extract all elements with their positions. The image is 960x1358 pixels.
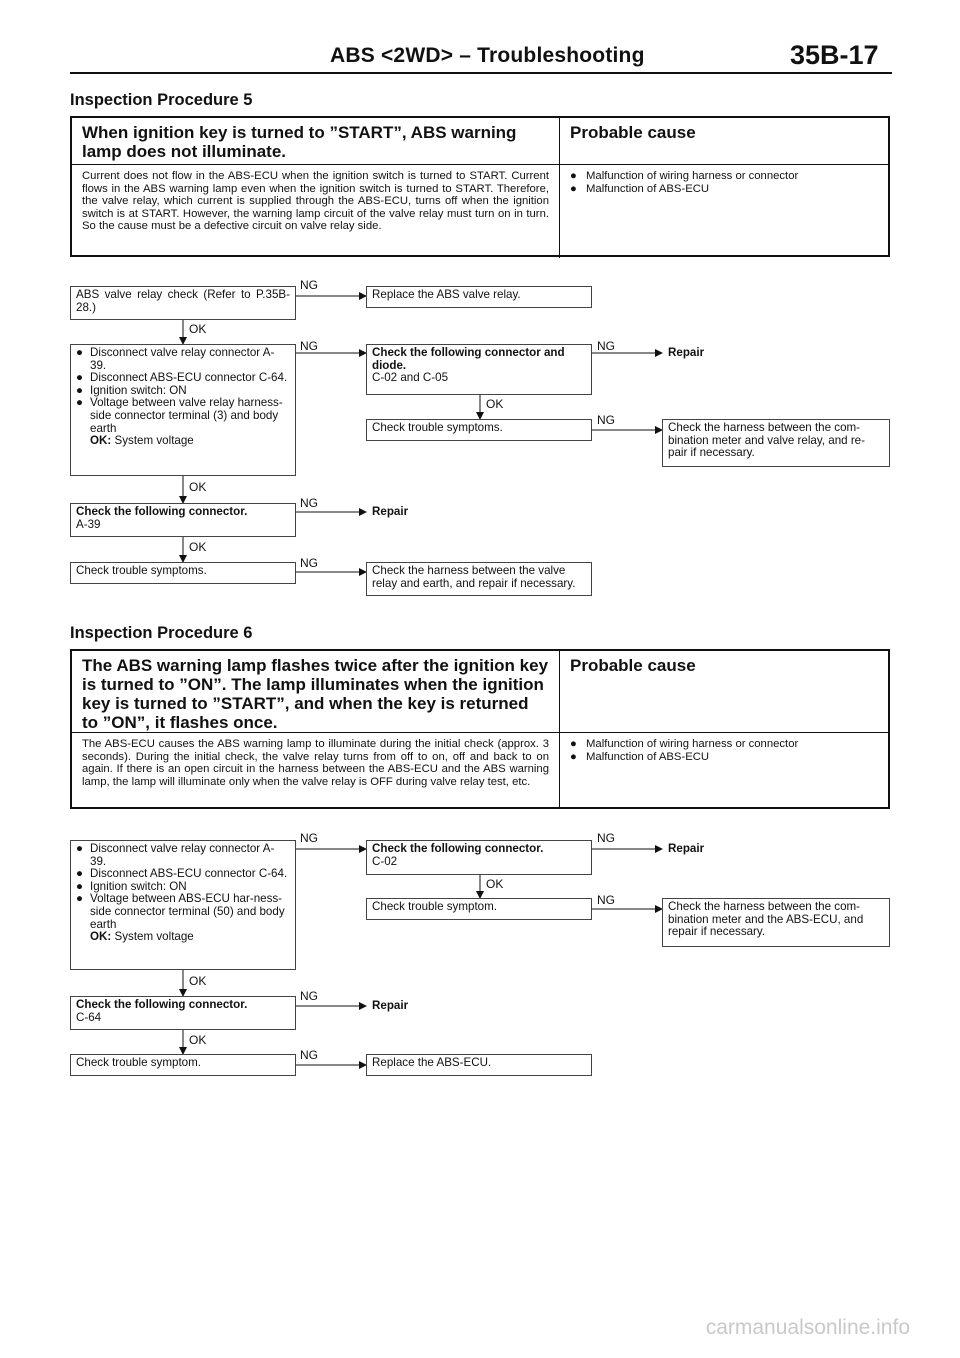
p5-step2-box bbox=[70, 344, 296, 476]
p5-step2-item: ● Ignition switch: ON bbox=[76, 383, 187, 397]
proc6-cause-header: Probable cause bbox=[570, 656, 696, 675]
page-number: 35B-17 bbox=[790, 40, 879, 70]
proc6-cause-item: ● Malfunction of wiring harness or connector bbox=[570, 738, 799, 750]
proc6-causes bbox=[560, 733, 888, 809]
p6-step2-ng: Repair bbox=[372, 999, 409, 1012]
p6-step1-ng-ok-ng-box: Check the harness between the com-bination meter and the ABS-ECU, and repair if necessary. bbox=[662, 898, 890, 947]
p6-ng-label: NG bbox=[597, 893, 615, 907]
p5-step2-ng-box: Check the following connector and diode. C-02 and C-05 bbox=[366, 344, 592, 395]
p5-step2-ng-ok-box: Check trouble symptoms. bbox=[366, 419, 592, 441]
p5-step2-ng-ok-ng-box: Check the harness between the com-bination meter and valve relay, and re-pair if necessary. bbox=[662, 419, 890, 467]
proc5-description: Current does not flow in the ABS-ECU when the ignition switch is turned to START. Current flows in the ABS warning lamp even when the ignition switch is turned to START. Therefore, the valve relay, which current is supplied through the ABS-ECU, turns off when the ignition switch is at START. However, the warning lamp circuit of the valve relay must turn on in turn. So the cause must be a defective circuit on valve relay side. bbox=[72, 165, 560, 258]
proc6-title: Inspection Procedure 6 bbox=[70, 624, 253, 642]
p5-ng-label: NG bbox=[597, 339, 615, 353]
p6-ng-label: NG bbox=[300, 989, 318, 1003]
p6-step3-box: Check trouble symptom. bbox=[70, 1054, 296, 1076]
p6-step3-ng-box: Replace the ABS-ECU. bbox=[366, 1054, 592, 1076]
p6-step1-box bbox=[70, 840, 296, 970]
p5-step3-box: Check the following connector. A-39 bbox=[70, 503, 296, 537]
footer-watermark: carmanualsonline.info bbox=[705, 1316, 910, 1339]
p6-ok-label: OK bbox=[189, 974, 207, 988]
p5-ok-label: OK bbox=[486, 397, 504, 411]
p6-ng-label: NG bbox=[300, 831, 318, 845]
p6-step2-box: Check the following connector. C-64 bbox=[70, 996, 296, 1030]
proc5-cause-header: Probable cause bbox=[570, 123, 696, 142]
p5-step4-box: Check trouble symptoms. bbox=[70, 562, 296, 584]
p6-ok-label: OK bbox=[189, 1033, 207, 1047]
proc5-symptom: When ignition key is turned to ”START”, ABS warning lamp does not illuminate. bbox=[72, 118, 560, 164]
p5-step3-ng: Repair bbox=[372, 505, 409, 518]
p6-ng-label: NG bbox=[300, 1048, 318, 1062]
p5-ok-label: OK bbox=[189, 480, 207, 494]
p6-ng-label: NG bbox=[597, 831, 615, 845]
p5-ng-label: NG bbox=[300, 278, 318, 292]
p5-step1-ng-box: Replace the ABS valve relay. bbox=[366, 286, 592, 308]
p5-step2-item: ● Disconnect valve relay connector A-39. bbox=[76, 346, 275, 372]
p5-ok-label: OK bbox=[189, 322, 207, 336]
proc6-cause-item: ● Malfunction of ABS-ECU bbox=[570, 750, 710, 763]
p5-step2-item: ● Voltage between valve relay harness-side connector terminal (3) and body earth bbox=[76, 396, 283, 435]
proc5-title: Inspection Procedure 5 bbox=[70, 91, 253, 109]
p5-step2-ng-ng: Repair bbox=[668, 346, 705, 359]
p6-step1-item: ● Voltage between ABS-ECU har-ness-side connector terminal (50) and body earth bbox=[76, 892, 285, 931]
p6-step1-ok: OK: System voltage bbox=[90, 930, 194, 944]
p5-ng-label: NG bbox=[300, 496, 318, 510]
p5-step2-ok: OK: System voltage bbox=[90, 434, 194, 448]
p6-step1-ng-ng: Repair bbox=[668, 842, 705, 855]
p6-ok-label: OK bbox=[486, 877, 504, 891]
p6-step1-ng-box: Check the following connector. C-02 bbox=[366, 840, 592, 875]
p6-step1-item: ● Disconnect ABS-ECU connector C-64. bbox=[76, 867, 288, 881]
p6-step1-item: ● Disconnect valve relay connector A-39. bbox=[76, 842, 275, 868]
proc6-description: The ABS-ECU causes the ABS warning lamp to illuminate during the initial check (approx. 3 seconds). During the initial check, the valve relay turns from off to on, off and back to on again. If there is an open circuit in the harness between the ABS-ECU and the ABS warning lamp, the lamp will illuminate only when the valve relay is OFF during valve relay test, etc. bbox=[72, 733, 560, 809]
header-title: ABS <2WD> – Troubleshooting bbox=[330, 44, 645, 67]
p5-step2-item: ● Disconnect ABS-ECU connector C-64. bbox=[76, 371, 288, 385]
p5-step4-ng-box: Check the harness between the valve relay and earth, and repair if necessary. bbox=[366, 562, 592, 596]
p6-step1-item: ● Ignition switch: ON bbox=[76, 879, 187, 893]
proc6-table bbox=[70, 649, 890, 809]
proc5-cause-item: ● Malfunction of ABS-ECU bbox=[570, 182, 710, 195]
p5-ok-label: OK bbox=[189, 540, 207, 554]
p5-ng-label: NG bbox=[300, 339, 318, 353]
p6-step1-ng-ok-box: Check trouble symptom. bbox=[366, 898, 592, 920]
proc6-symptom: The ABS warning lamp flashes twice after the ignition key is turned to ”ON”. The lamp illuminates when the ignition key is turned to ”START”, and when the key is returned to ”ON”, it flashes once. bbox=[72, 651, 560, 732]
p5-ng-label: NG bbox=[300, 556, 318, 570]
p5-ng-label: NG bbox=[597, 413, 615, 427]
proc5-cause-item: ● Malfunction of wiring harness or connector bbox=[570, 170, 799, 182]
p5-step1-box: ABS valve relay check (Refer to P.35B-28.) bbox=[70, 286, 296, 320]
